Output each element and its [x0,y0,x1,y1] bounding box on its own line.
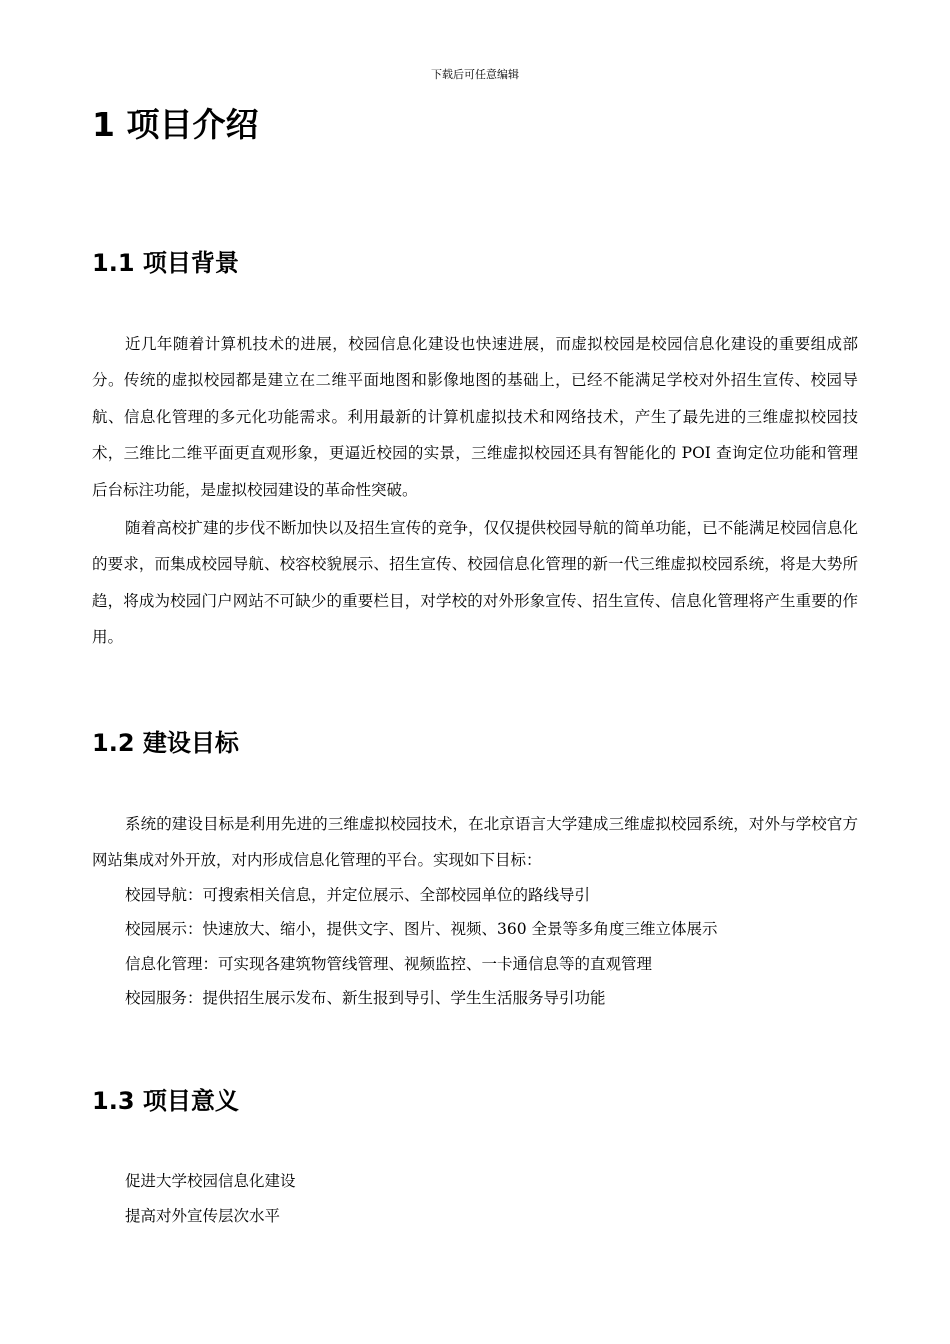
significance-item-1: 促进大学校园信息化建设 [125,1172,296,1190]
background-paragraph-2: 随着高校扩建的步伐不断加快以及招生宣传的竞争，仅仅提供校园导航的简单功能，已不能满足校园信息化的要求，而集成校园导航、校容校貌展示、招生宣传、校园信息化管理的新一代三维虚拟校园系统，将是大势所趋，将成为校园门户网站不可缺少的重要栏目，对学校的对外形象宣传、招生宣传、信息化管理将产生重要的作用。 [92,519,858,647]
goal-item-management: 信息化管理：可实现各建筑物管线管理、视频监控、一卡通信息等的直观管理 [125,955,653,973]
section-heading-background: 1.1 项目背景 [92,249,239,277]
goal-item-service: 校园服务：提供招生展示发布、新生报到导引、学生生活服务导引功能 [125,989,606,1007]
background-paragraph-1: 近几年随着计算机技术的进展，校园信息化建设也快速进展，而虚拟校园是校园信息化建设的重要组成部分。传统的虚拟校园都是建立在二维平面地图和影像地图的基础上，已经不能满足学校对外招生宣传、校园导航、信息化管理的多元化功能需求。利用最新的计算机虚拟技术和网络技术，产生了最先进的三维虚拟校园技术，三维比二维平面更直观形象，更逼近校园的实景，三维虚拟校园还具有智能化的 POI 查询定位功能和管理后台标注功能，是虚拟校园建设的革命性突破。 [92,335,858,499]
significance-item-2: 提高对外宣传层次水平 [125,1207,281,1225]
chapter-title: 1 项目介绍 [92,105,259,144]
section-heading-significance: 1.3 项目意义 [92,1087,239,1115]
page-header: 下载后可任意编辑 [431,68,519,81]
section-heading-goals: 1.2 建设目标 [92,729,239,757]
goals-intro-paragraph: 系统的建设目标是利用先进的三维虚拟校园技术，在北京语言大学建成三维虚拟校园系统，对外与学校官方网站集成对外开放，对内形成信息化管理的平台。实现如下目标： [92,815,858,870]
goal-item-navigation: 校园导航：可搜索相关信息，并定位展示、全部校园单位的路线导引 [125,886,591,904]
goal-item-display: 校园展示：快速放大、缩小，提供文字、图片、视频、360 全景等多角度三维立体展示 [125,920,718,938]
